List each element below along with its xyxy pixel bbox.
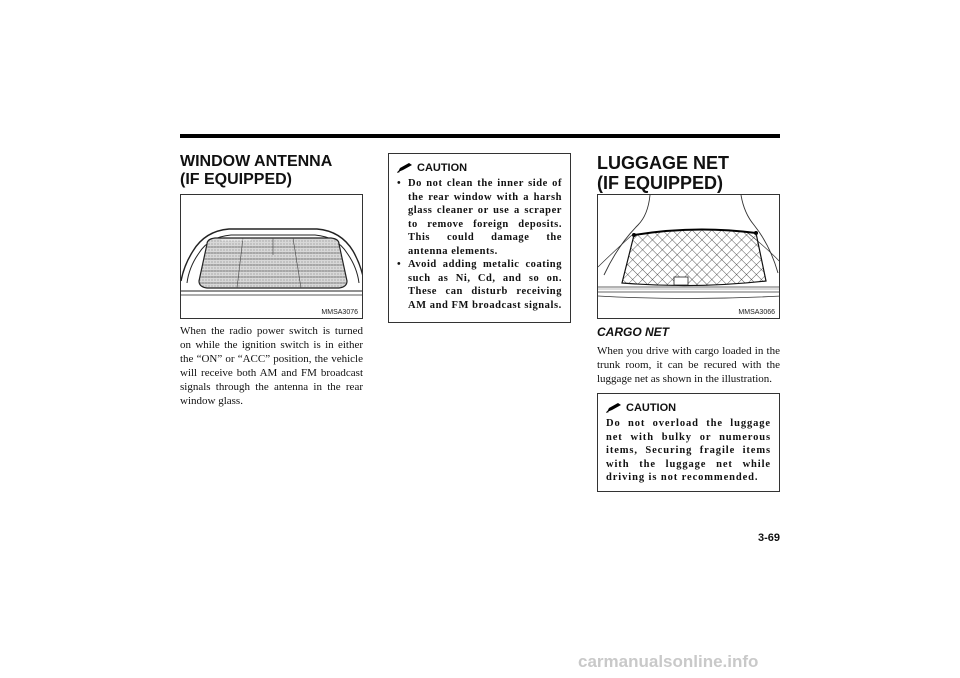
caution-header xyxy=(397,162,562,174)
pencil-icon xyxy=(397,163,413,173)
caution-header xyxy=(606,402,771,414)
rear-window-antenna-illustration xyxy=(180,194,363,319)
heading-line-2: (IF EQUIPPED) xyxy=(597,173,724,193)
antenna-caution-box xyxy=(388,153,571,323)
antenna-description: When the radio power switch is turned on while the ignition switch is in either the “ON” or “ACC” position, the vehicle will receive both AM and FM broadcast signals through the antenna in the rear window glass. xyxy=(180,325,363,407)
header-rule xyxy=(180,134,780,138)
heading-line-1: LUGGAGE NET xyxy=(597,153,730,173)
pencil-icon xyxy=(606,403,622,413)
heading-line-1: WINDOW ANTENNA xyxy=(180,153,333,170)
caution-item: • Avoid adding metalic coating such as Ni, Cd, and so on. These can disturb receiving AM and FM broadcast signals. xyxy=(397,258,562,312)
caution-title: CAUTION xyxy=(417,162,468,174)
figure-code: MMSA3076 xyxy=(321,309,358,316)
heading-line-2: (IF EQUIPPED) xyxy=(180,171,293,188)
cargo-net-subheading: CARGO NET xyxy=(597,325,669,339)
figure-code: MMSA3066 xyxy=(738,309,775,316)
page-number: 3-69 xyxy=(757,532,780,544)
luggage-net-caution-box xyxy=(597,393,780,492)
caution-item: • Do not clean the inner side of the rear window with a harsh glass cleaner or use a scraper to remove foreign deposits. This could damage the antenna elements. xyxy=(397,177,562,258)
cargo-net-description: When you drive with cargo loaded in the trunk room, it can be recured with the luggage net as shown in the illustration. xyxy=(597,345,780,385)
luggage-net-illustration xyxy=(597,194,780,319)
luggage-net-heading xyxy=(597,153,729,193)
caution-text: Do not overload the luggage net with bulky or numerous items, Securing fragile items with the luggage net while driving is not recommended. xyxy=(606,418,771,483)
site-watermark: carmanualsonline.info xyxy=(578,652,759,671)
window-antenna-heading xyxy=(180,153,332,189)
caution-list xyxy=(397,177,562,312)
caution-title: CAUTION xyxy=(626,402,677,414)
